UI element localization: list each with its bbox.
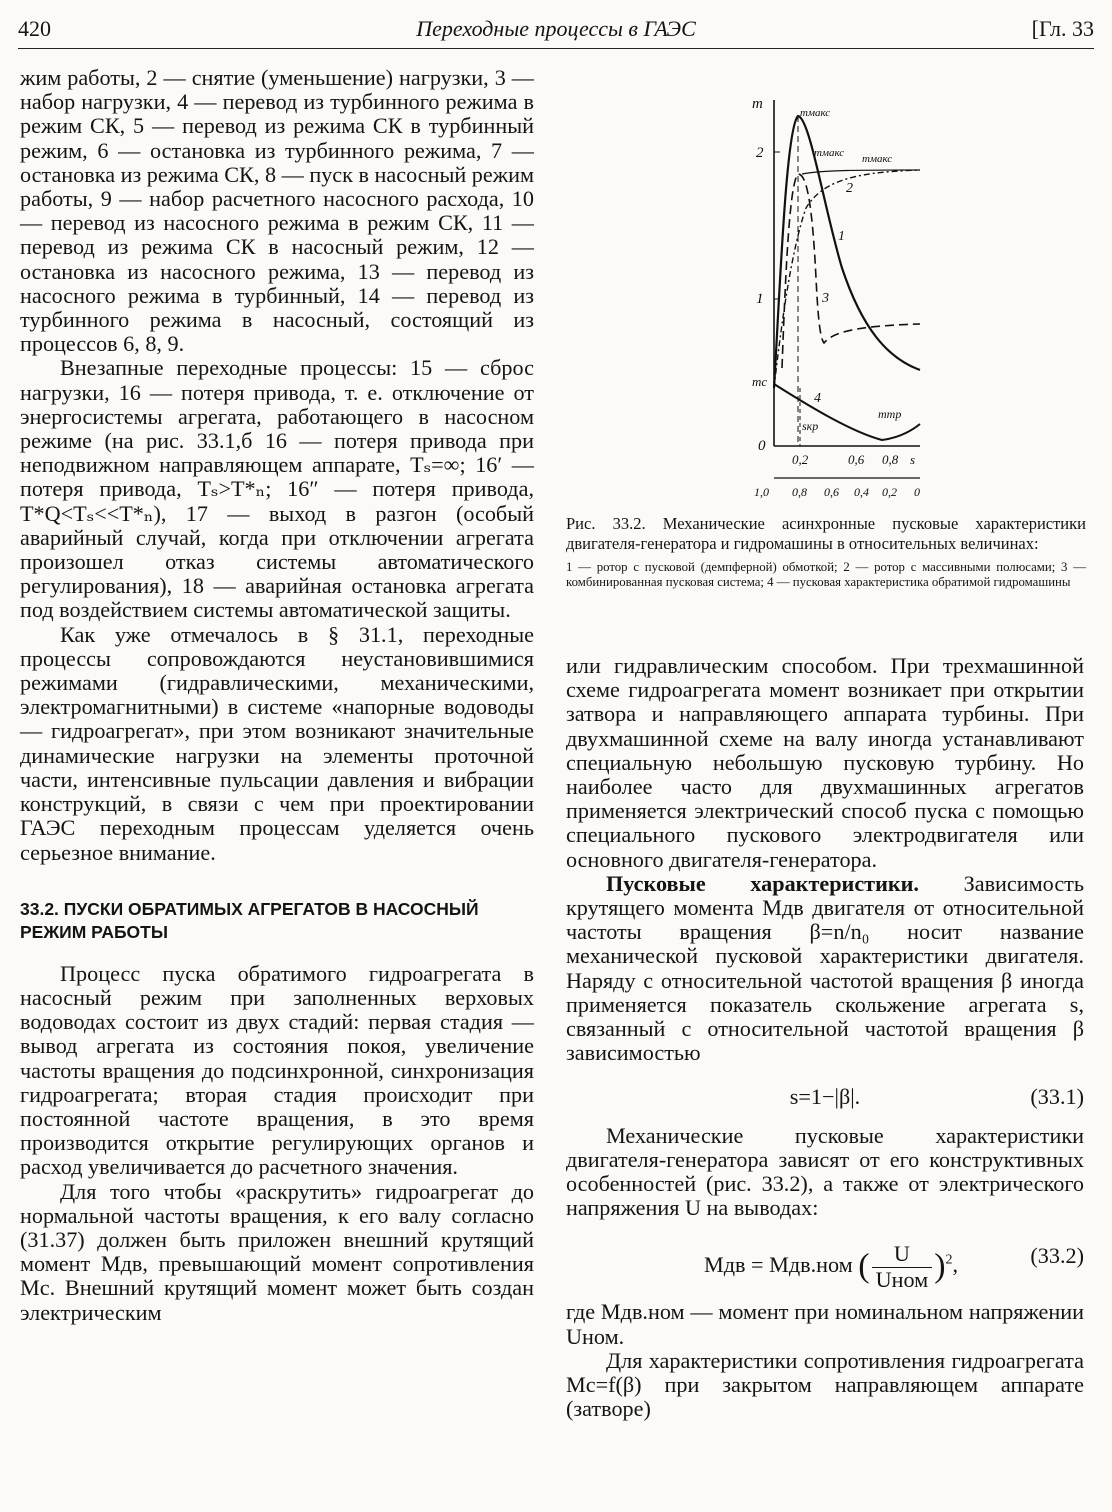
figure-caption	[566, 514, 1086, 589]
curve-label: 1	[838, 229, 845, 244]
caption-title: Рис. 33.2. Механические асинхронные пусковые характеристики двигателя-генератора и гидромашины в относительных величинах:	[566, 514, 1086, 553]
beta-tick-label: 1,0	[754, 485, 769, 499]
beta-tick-label: 0,2	[882, 485, 897, 499]
paragraph: Для характеристики сопротивления гидроагрегата Mс=f(β) при закрытом направляющем аппарате (затворе)	[566, 1347, 1084, 1422]
x-tick-label: 0,6	[848, 452, 865, 467]
y-tick-label: mс	[752, 374, 768, 389]
page-header	[18, 16, 1094, 48]
starting-characteristics-chart	[752, 88, 942, 508]
beta-tick-label: 0,4	[854, 485, 869, 499]
bold-run-in: Пусковые характеристики.	[606, 870, 919, 896]
y-tick-label: 0	[758, 438, 766, 454]
curve-3	[782, 174, 920, 368]
curve-label: 4	[814, 391, 821, 406]
fraction-numerator: U	[872, 1242, 933, 1267]
caption-legend: 1 — ротор с пусковой (демпферной) обмоткой; 2 — ротор с массивными полюсами; 3 — комбинированная пусковая система; 4 — пусковая характеристика обратимой гидромашины	[566, 560, 1086, 589]
y-axis-label: m	[752, 96, 763, 112]
equation-33-2	[566, 1228, 1084, 1292]
beta-tick-label: 0,8	[792, 485, 807, 499]
paragraph: Процесс пуска обратимого гидроагрегата в насосный режим при заполненных верховых водоводах состоит из двух стадий: первая стадия — вывод агрегата из состояния покоя, увеличение частоты вращения до подсинхронной, синхронизация гидроагрегата; вторая стадия происходит при постоянной частоте вращения, в это время производится открытие регулирующих органов и расход увеличивается до расчетного значения.	[20, 960, 534, 1180]
max-label: mмакс	[814, 147, 845, 159]
curve-label: 3	[822, 291, 829, 306]
running-title: Переходные процессы в ГАЭС	[416, 16, 696, 41]
paragraph: Как уже отмечалось в § 31.1, переходные процессы сопровождаются неустановившимися режимами (гидравлическими, механическими, электромагнитными) в системе «напорные водоводы — гидроагрегат», при этом возникают значительные динамические нагрузки на элементы проточной части, интенсивные пульсации давления и вибрации конструкций, в связи с чем при проектировании ГАЭС переходным процессам уделяется очень серьезное внимание.	[20, 621, 534, 865]
curve-label: 2	[846, 181, 853, 196]
y-tick-label: 1	[756, 291, 764, 307]
skr-label: sкр	[802, 419, 819, 433]
x-tick-label: s	[910, 452, 916, 467]
paragraph: или гидравлическим способом. При трехмашинной схеме гидроагрегата момент возникает при открытии затвора и направляющего аппарата турбины. При двухмашинной схеме на валу иногда устанавливают специальную небольшую пусковую турбину. Но наиболее часто для двухмашинных агрегатов применяется электрический способ пуска с помощью специального пускового электродвигателя или основного двигателя-генератора.	[566, 653, 1084, 872]
fraction-denominator: Uном	[875, 1266, 929, 1292]
max-label: mмакс	[862, 153, 893, 165]
section-heading: 33.2. ПУСКИ ОБРАТИМЫХ АГРЕГАТОВ В НАСОСНЫЙ РЕЖИМ РАБОТЫ	[20, 898, 479, 942]
paragraph: Механические пусковые характеристики двигателя-генератора зависят от его конструктивных особенностей (рис. 33.2), а также от электрического напряжения U на выводах:	[566, 1122, 1084, 1221]
left-column	[20, 66, 534, 1325]
equation-expression: s=1−|β|.	[789, 1084, 861, 1110]
max-label: mмакс	[800, 107, 831, 119]
curve-2-tail	[802, 170, 920, 174]
equation-lhs: Mдв = Mдв.ном	[704, 1252, 853, 1278]
header-rule	[18, 48, 1094, 49]
equation-number: (33.2)	[1030, 1243, 1084, 1269]
fraction	[872, 1242, 933, 1291]
y-tick-label: 2	[756, 145, 764, 161]
beta-tick-label: 0,6	[824, 485, 839, 499]
exponent: 2	[945, 1252, 953, 1268]
chapter-label: [Гл. 33	[1031, 16, 1094, 41]
paragraph	[566, 872, 1084, 1066]
equation-number: (33.1)	[1030, 1084, 1084, 1110]
equation-expression: Mдв = Mдв.ном ( $\frac{U}{\text{Uном}}$ )$^2$,	[704, 1241, 959, 1292]
mtr-label: mтр	[878, 407, 902, 421]
right-column	[566, 654, 1084, 1421]
paragraph: Внезапные переходные процессы: 15 — сброс нагрузки, 16 — потеря привода, т. е. отключение от энергосистемы агрегата, работающего в насосном режиме (на рис. 33.1,б 16 — потеря привода при неподвижном направляющем аппарате, Tₛ=∞; 16′ — потеря привода, Tₛ>T*ₙ; 16″ — потеря привода, T*Q<Tₛ<<T*ₙ), 17 — выход в разгон (особый аварийный случай, когда при отключении агрегата произошел отказ системы автоматического регулирования), 18 — аварийная остановка агрегата под воздействием системы автоматической защиты.	[20, 355, 534, 623]
equation-33-1	[566, 1085, 1084, 1109]
x-tick-label: 0,8	[882, 452, 899, 467]
x-tick-label: 0,2	[792, 452, 809, 467]
paragraph-text: Зависимость крутящего момента Mдв двигателя от относительной частоты вращения β=n/n₀ носит название механической пусковой характеристики двигателя. Наряду с относительной частотой вращения β иногда применяется показатель скольжение агрегата s, связанный с относительной частотой вращения β зависимостью	[566, 870, 1084, 1066]
beta-tick-label: 0	[914, 485, 920, 499]
page-number: 420	[18, 16, 51, 41]
curve-1	[774, 116, 920, 388]
paragraph: жим работы, 2 — снятие (уменьшение) нагрузки, 3 — набор нагрузки, 4 — перевод из турбинного режима в режим СК, 5 — перевод из режима СК в турбинный режим, 6 — остановка из турбинного режима, 7 — остановка из режима СК, 8 — пуск в насосный режим работы, 9 — набор расчетного насосного расхода, 10 — перевод из насосного режима в режим СК, 11 — перевод из режима СК в насосный режим, 12 — остановка из насосного режима, 13 — перевод из насосного режима в турбинный, 14 — перевод из турбинного режима в насосный, состоящий из процессов 6, 8, 9.	[20, 65, 534, 357]
paragraph: Для того чтобы «раскрутить» гидроагрегат до нормальной частоты вращения, к его валу согласно (31.37) должен быть приложен внешний крутящий момент Mдв, превышающий момент сопротивления Mс. Внешний крутящий момент может быть создан электрическим	[20, 1178, 534, 1325]
paragraph: где Mдв.ном — момент при номинальном напряжении Uном.	[566, 1299, 1084, 1349]
